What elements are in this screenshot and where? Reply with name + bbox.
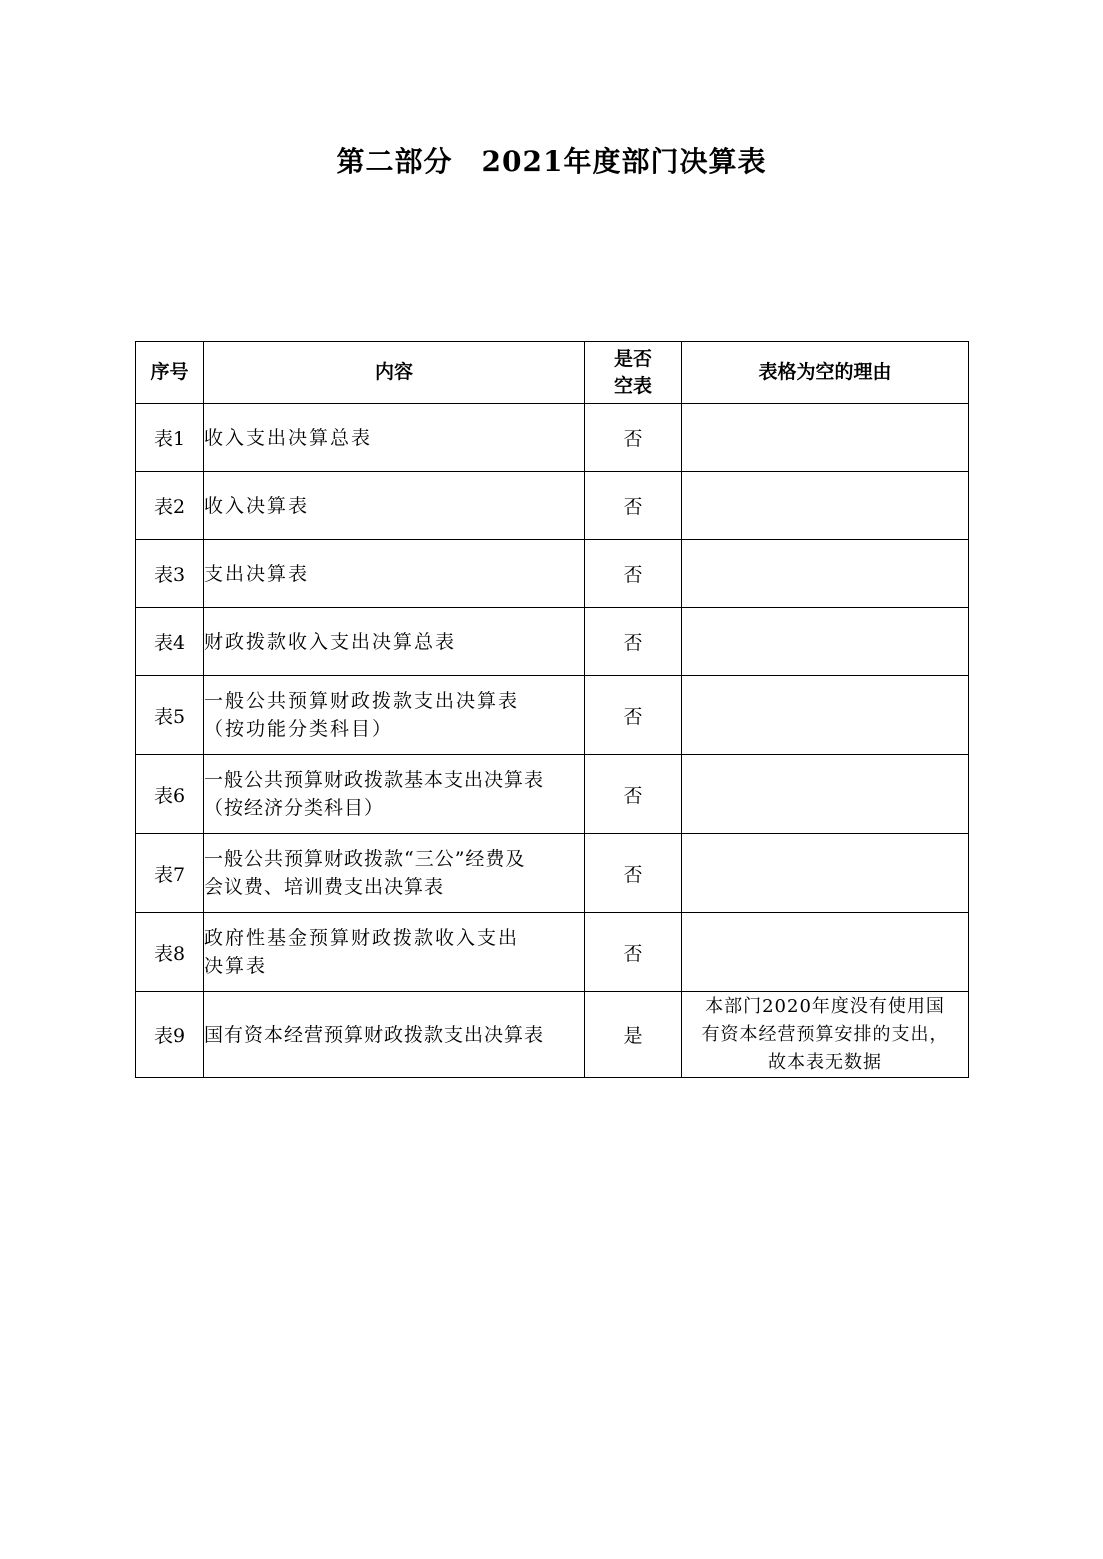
row-is-empty: 是	[585, 992, 682, 1078]
row-is-empty: 否	[585, 404, 682, 472]
row-empty-reason	[682, 676, 969, 755]
page-title: 第二部分 2021年度部门决算表	[336, 145, 767, 178]
row-content: 一般公共预算财政拨款支出决算表 （按功能分类科目）	[204, 676, 585, 755]
row-content: 一般公共预算财政拨款“三公”经费及 会议费、培训费支出决算表	[204, 834, 585, 913]
row-empty-reason: 本部门2020年度没有使用国 有资本经营预算安排的支出， 故本表无数据	[682, 992, 969, 1078]
table-row	[136, 540, 969, 608]
table-row	[136, 404, 969, 472]
row-empty-reason	[682, 404, 969, 472]
row-is-empty: 否	[585, 913, 682, 992]
row-is-empty: 否	[585, 676, 682, 755]
row-is-empty: 否	[585, 540, 682, 608]
table-row	[136, 834, 969, 913]
row-content: 收入支出决算总表	[204, 404, 585, 472]
table-row	[136, 608, 969, 676]
row-serial-no: 表2	[136, 472, 204, 540]
row-content: 一般公共预算财政拨款基本支出决算表 （按经济分类科目）	[204, 755, 585, 834]
row-empty-reason	[682, 540, 969, 608]
row-content: 支出决算表	[204, 540, 585, 608]
row-empty-reason	[682, 472, 969, 540]
table-row	[136, 676, 969, 755]
decision-table-index	[135, 341, 969, 1078]
table-row	[136, 913, 969, 992]
row-is-empty: 否	[585, 608, 682, 676]
table-row	[136, 755, 969, 834]
row-serial-no: 表7	[136, 834, 204, 913]
row-content: 收入决算表	[204, 472, 585, 540]
row-serial-no: 表3	[136, 540, 204, 608]
table-row	[136, 472, 969, 540]
row-content: 财政拨款收入支出决算总表	[204, 608, 585, 676]
header-content: 内容	[204, 342, 585, 404]
row-is-empty: 否	[585, 834, 682, 913]
row-empty-reason	[682, 755, 969, 834]
row-content: 政府性基金预算财政拨款收入支出 决算表	[204, 913, 585, 992]
row-serial-no: 表8	[136, 913, 204, 992]
table-row	[136, 992, 969, 1078]
row-content: 国有资本经营预算财政拨款支出决算表	[204, 992, 585, 1078]
header-empty-reason: 表格为空的理由	[682, 342, 969, 404]
header-is-empty: 是否 空表	[585, 342, 682, 404]
row-serial-no: 表9	[136, 992, 204, 1078]
row-serial-no: 表1	[136, 404, 204, 472]
row-empty-reason	[682, 913, 969, 992]
header-serial-no: 序号	[136, 342, 204, 404]
table-header-row	[136, 342, 969, 404]
row-empty-reason	[682, 834, 969, 913]
row-is-empty: 否	[585, 472, 682, 540]
row-serial-no: 表6	[136, 755, 204, 834]
row-empty-reason	[682, 608, 969, 676]
row-serial-no: 表5	[136, 676, 204, 755]
row-serial-no: 表4	[136, 608, 204, 676]
row-is-empty: 否	[585, 755, 682, 834]
